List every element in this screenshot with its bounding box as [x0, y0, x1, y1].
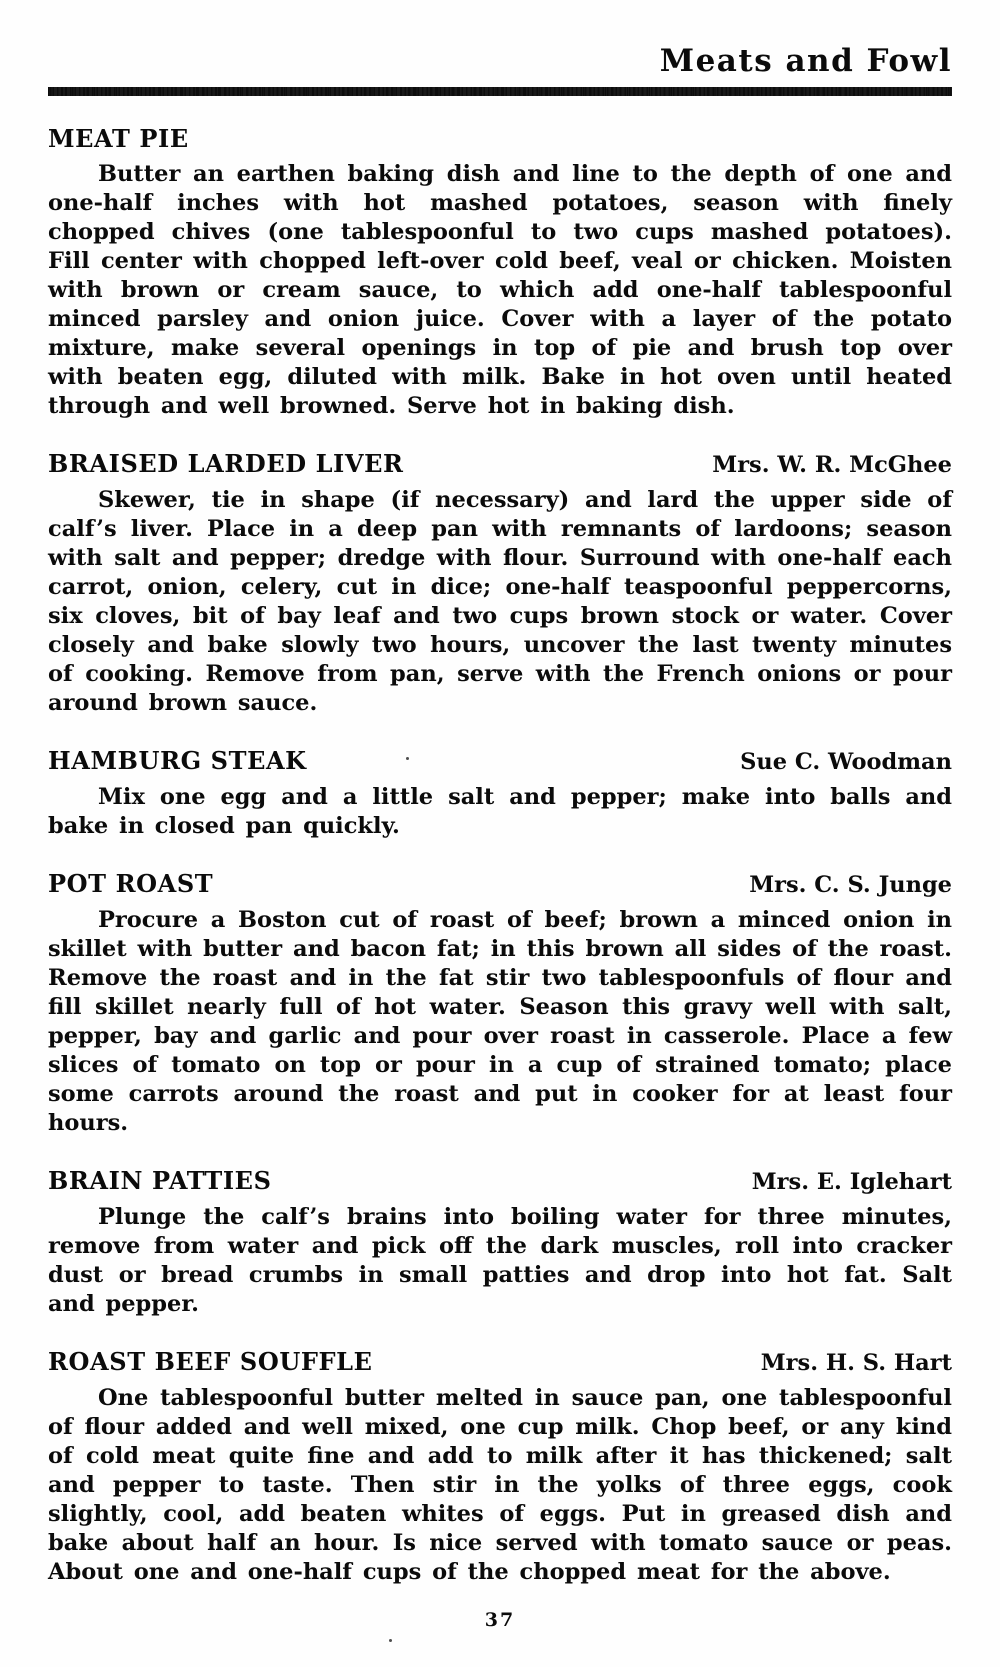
recipe-title: BRAISED LARDED LIVER: [48, 449, 404, 478]
scan-speck: [406, 757, 409, 760]
recipe-heading-row: [48, 1347, 952, 1378]
recipe-heading-row: [48, 1166, 952, 1197]
recipe-body: Skewer, tie in shape (if necessary) and lard the upper side of calf’s liver. Place in a deep pan with remnants of lardoons; season with salt and pepper; dredge with flour. Surround with one-half each carrot, onion, celery, cut in dice; one-half teaspoonful peppercorns, six cloves, bit of bay leaf and two cups brown stock or water. Cover closely and bake slowly two hours, uncover the last twenty minutes of cooking. Remove from pan, serve with the French onions or pour around brown sauce.: [48, 487, 952, 716]
recipe-section-meat-pie: [48, 124, 952, 421]
recipe-body: Butter an earthen baking dish and line to the depth of one and one-half inches with hot mashed potatoes, season with finely chopped chives (one tablespoonful to two cups mashed potatoes). Fill center with chopped left-over cold beef, veal or chicken. Moisten with brown or cream sauce, to which add one-half tablespoonful minced parsley and onion juice. Cover with a layer of the potato mixture, make several openings in top of pie and brush top over with beaten egg, diluted with milk. Bake in hot oven until heated through and well browned. Serve hot in baking dish.: [48, 161, 952, 419]
recipe-section-pot-roast: [48, 869, 952, 1138]
recipe-heading-row: [48, 869, 952, 900]
recipe-heading-row: [48, 124, 952, 154]
recipe-body: Procure a Boston cut of roast of beef; brown a minced onion in skillet with butter and bacon fat; in this brown all sides of the roast. Remove the roast and in the fat stir two tablespoonfuls of flour and fill skillet nearly full of hot water. Season this gravy well with salt, pepper, bay and garlic and pour over roast in casserole. Place a few slices of tomato on top or pour in a cup of strained tomato; place some carrots around the roast and put in cooker for at least four hours.: [48, 907, 952, 1136]
recipe-body: Plunge the calf’s brains into boiling water for three minutes, remove from water and pick off the dark muscles, roll into cracker dust or bread crumbs in small patties and drop into hot fat. Salt and pepper.: [48, 1204, 952, 1317]
recipe-title: HAMBURG STEAK: [48, 746, 307, 775]
recipe-body: One tablespoonful butter melted in sauce pan, one tablespoonful of flour added and well mixed, one cup milk. Chop beef, or any kind of cold meat quite fine and add to milk after it has thickened; salt and pepper to taste. Then stir in the yolks of three eggs, cook slightly, cool, add beaten whites of eggs. Put in greased dish and bake about half an hour. Is nice served with tomato sauce or peas. About one and one-half cups of the chopped meat for the above.: [48, 1385, 952, 1585]
page-number: 37: [484, 1609, 516, 1631]
recipe-title: ROAST BEEF SOUFFLE: [48, 1347, 373, 1376]
running-head: Meats and Fowl: [659, 43, 952, 79]
recipe-title: POT ROAST: [48, 869, 214, 898]
recipe-contributor: Sue C. Woodman: [740, 749, 952, 775]
recipe-section-roast-beef-souffle: [48, 1347, 952, 1587]
recipe-contributor: Mrs. H. S. Hart: [760, 1350, 952, 1376]
recipe-contributor: Mrs. C. S. Junge: [749, 872, 952, 898]
recipe-section-hamburg-steak: [48, 746, 952, 841]
scan-speck: [389, 1639, 392, 1642]
recipe-body: Mix one egg and a little salt and pepper; make into balls and bake in closed pan quickly.: [48, 784, 952, 839]
decorative-rule: [48, 87, 952, 96]
recipe-contributor: Mrs. W. R. McGhee: [712, 452, 952, 478]
recipe-section-brain-patties: [48, 1166, 952, 1319]
recipe-heading-row: [48, 449, 952, 480]
recipe-section-braised-larded-liver: [48, 449, 952, 718]
recipe-title: BRAIN PATTIES: [48, 1166, 272, 1195]
recipe-heading-row: [48, 746, 952, 777]
recipe-contributor: Mrs. E. Iglehart: [751, 1169, 952, 1195]
recipe-title: MEAT PIE: [48, 124, 189, 153]
